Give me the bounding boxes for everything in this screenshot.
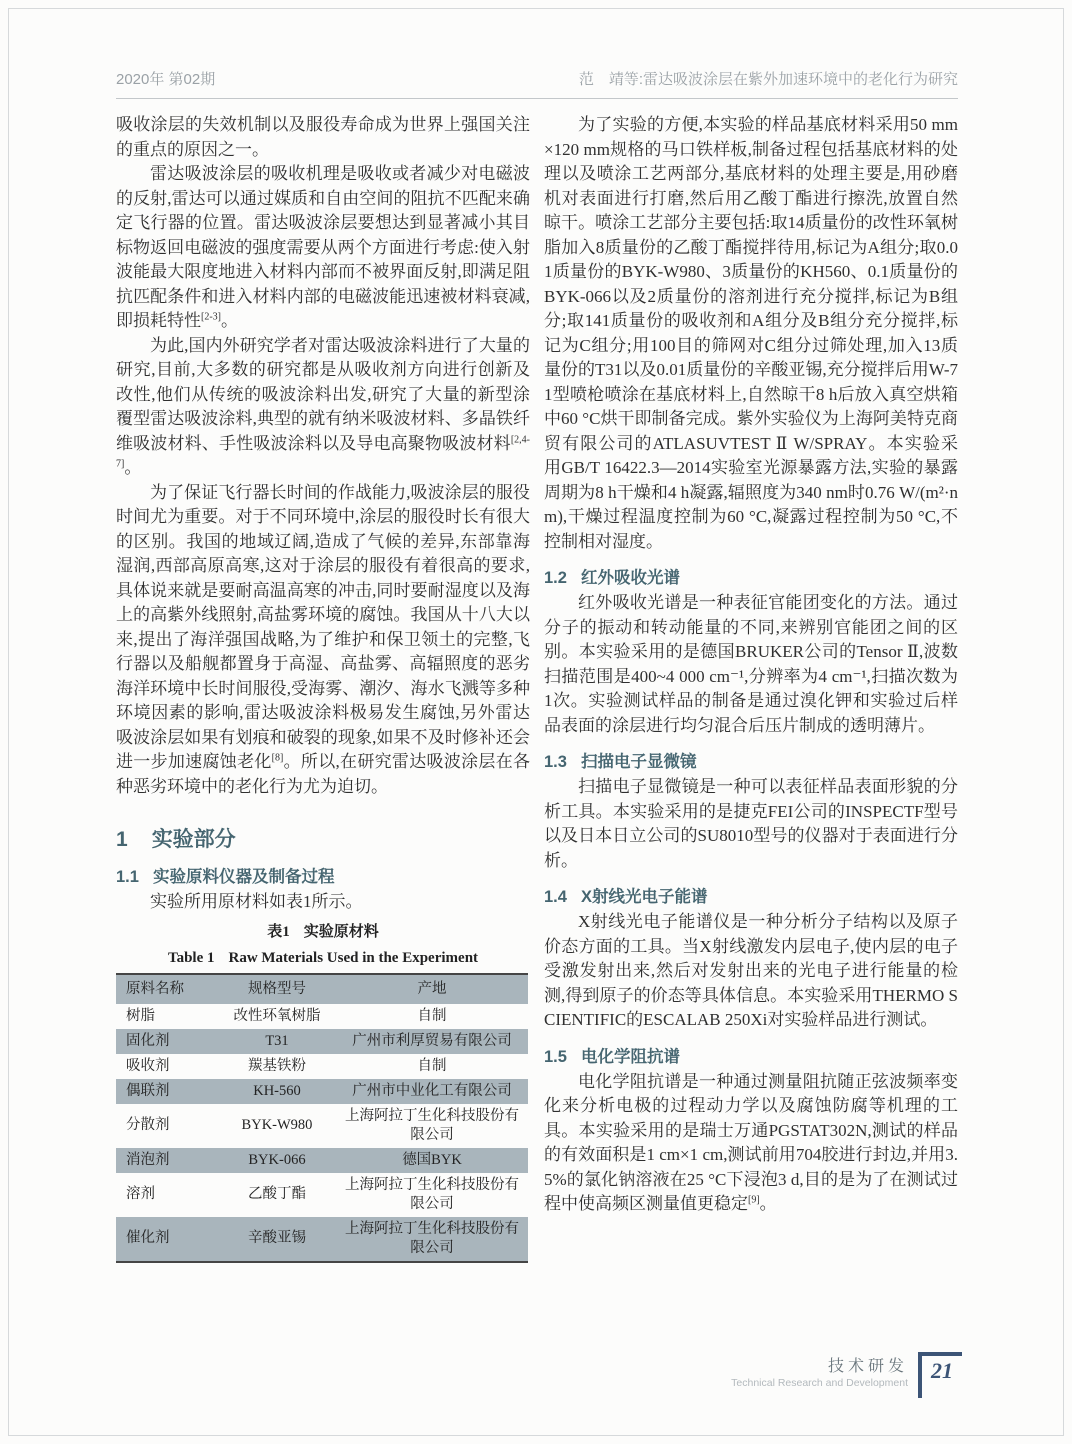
running-title: 范 靖等:雷达吸波涂层在紫外加速环境中的老化行为研究 bbox=[578, 71, 958, 88]
column-header-spec: 规格型号 bbox=[248, 980, 306, 997]
section-heading-1-1 bbox=[116, 863, 530, 887]
section-number: 1.1 bbox=[116, 868, 139, 886]
table-body bbox=[116, 1004, 528, 1262]
cell-spec: T31 bbox=[265, 1032, 289, 1049]
cell-material: 溶剂 bbox=[126, 1186, 155, 1202]
section-number: 1.3 bbox=[544, 753, 567, 771]
journal-issue: 2020年 第02期 bbox=[116, 71, 216, 88]
cell-spec: 改性环氧树脂 bbox=[233, 1007, 321, 1024]
citation-2-3: [2-3] bbox=[201, 311, 221, 323]
cell-material: 固化剂 bbox=[126, 1032, 170, 1049]
intro-paragraph-3 bbox=[116, 334, 530, 481]
cell-spec: 羰基铁粉 bbox=[248, 1057, 306, 1074]
section-number: 1.5 bbox=[544, 1047, 567, 1066]
ftir-paragraph: 红外吸收光谱是一种表征官能团变化的方法。通过分子的振动和转动能量的不同,来辨别官能团之间的区别。本实验采用的是德国BRUKER公司的Tensor Ⅱ,波数扫描范围是400~4 000 cm⁻¹,分辨率为4 cm⁻¹,扫描次数为1次。实验测试样品的制备是通过溴化钾和实验过后样品表面的涂层进行均匀混合后压片制成的透明薄片。 bbox=[544, 593, 958, 735]
table-title-zh: 实验原材料 bbox=[303, 923, 379, 940]
section-title: 扫描电子显微镜 bbox=[580, 753, 697, 771]
citation-8: [8] bbox=[271, 752, 284, 764]
page-number: 21 bbox=[931, 1358, 953, 1383]
paragraph-text: 电化学阻抗谱是一种通过测量阻抗随正弦波频率变化来分析电极的过程动力学以及腐蚀防腐等机理的工具。本实验采用的是瑞士万通PGSTAT302N,测试的样品的有效面积是1 cm×1 cm,测试前用704胶进行封边,并用3.5%的氯化钠溶液在25 °C下浸泡3 d,目的是为了在测试过程中使高频区测量值更稳定 bbox=[544, 1071, 958, 1213]
column-header-material: 原料名称 bbox=[126, 980, 184, 997]
footer-section-name bbox=[731, 1352, 908, 1390]
cell-origin: 德国BYK bbox=[402, 1151, 462, 1168]
cell-origin: 上海阿拉丁生化科技股份有限公司 bbox=[345, 1176, 519, 1212]
cell-material: 消泡剂 bbox=[126, 1151, 170, 1168]
paragraph-text: 为了保证飞行器长时间的作战能力,吸波涂层的服役时间尤为重要。对于不同环境中,涂层的服役时长有很大的区别。我国的地域辽阔,造成了气候的差异,东部靠海湿润,西部高原高寒,这对于涂层的服役有着很高的要求,具体说来就是要耐高温高寒的冲击,同时要耐湿度以及海上的高紫外线照射,高盐雾环境的腐蚀。我国从十八大以来,提出了海洋强国战略,为了维护和保卫领土的完整,飞行器以及船舰都置身于高湿、高盐雾、高辐照度的恶劣海洋环境中长时间服役,受海雾、潮汐、海水飞溅等多种环境因素的影响,雷达吸波涂料极易发生腐蚀,另外雷达吸波涂层如果有划痕和破裂的现象,如果不及时修补还会进一步加速腐蚀老化 bbox=[116, 482, 530, 771]
sem-paragraph: 扫描电子显微镜是一种可以表征样品表面形貌的分析工具。本实验采用的是捷克FEI公司的INSPECTF型号以及日本日立公司的SU8010型号的仪器对于表面进行分析。 bbox=[544, 777, 958, 870]
table-header-row bbox=[116, 974, 528, 1004]
paragraph-text: 雷达吸波涂层的吸收机理是吸收或者减少对电磁波的反射,雷达可以通过媒质和自由空间的阻抗不匹配来确定飞行器的位置。雷达吸波涂层要想达到显著减小其目标物返回电磁波的强度需要从两个方面进行考虑:使入射波能最大限度地进入材料内部而不被界面反射,即满足阻抗匹配条件和进入材料内部的电磁波能迅速被材料衰减,即损耗特性 bbox=[116, 164, 530, 330]
section-heading-1-2 bbox=[544, 564, 958, 588]
table-label-zh: 表1 bbox=[267, 923, 290, 940]
right-column bbox=[544, 113, 958, 1263]
table-title-en: Raw Materials Used in the Experiment bbox=[228, 949, 479, 966]
eis-paragraph bbox=[544, 1070, 958, 1217]
cell-origin: 自制 bbox=[417, 1007, 447, 1024]
table-row bbox=[116, 1217, 528, 1262]
table-lead-sentence: 实验所用原材料如表1所示。 bbox=[150, 892, 363, 911]
section-title: 红外吸收光谱 bbox=[580, 569, 680, 587]
section-number: 1.2 bbox=[544, 569, 567, 587]
raw-materials-table bbox=[116, 973, 528, 1263]
cell-material: 树脂 bbox=[126, 1007, 155, 1024]
paragraph-text: 。所以,在研究雷达吸波涂层在各种恶劣环境中的老化行为尤为迫切。 bbox=[116, 752, 531, 796]
cell-material: 催化剂 bbox=[126, 1230, 170, 1246]
table-row bbox=[116, 1079, 528, 1104]
cell-spec: BYK-W980 bbox=[241, 1117, 313, 1133]
table-row bbox=[116, 1173, 528, 1217]
cell-origin: 广州市利厚贸易有限公司 bbox=[352, 1032, 512, 1049]
table-row bbox=[116, 1054, 528, 1079]
table-row bbox=[116, 1148, 528, 1173]
column-header-origin: 产地 bbox=[417, 980, 447, 997]
citation-9: [9] bbox=[748, 1194, 760, 1206]
paragraph-text: 。 bbox=[124, 458, 142, 477]
section-title: 实验部分 bbox=[151, 828, 236, 851]
section-title: X射线光电子能谱 bbox=[580, 888, 708, 906]
left-column bbox=[116, 113, 530, 1263]
intro-paragraph-2 bbox=[116, 162, 530, 334]
cell-material: 吸收剂 bbox=[126, 1057, 170, 1074]
intro-paragraph-4 bbox=[116, 481, 530, 800]
footer-label-en: Technical Research and Development bbox=[731, 1377, 908, 1389]
cell-material: 偶联剂 bbox=[126, 1082, 170, 1099]
section-heading-1 bbox=[116, 823, 530, 853]
two-column-layout bbox=[116, 113, 958, 1263]
footer-label-zh: 技术研发 bbox=[827, 1358, 908, 1375]
intro-paragraph-1: 吸收涂层的失效机制以及服役寿命成为世界上强国关注的重点的原因之一。 bbox=[116, 115, 530, 159]
table-label-en: Table 1 bbox=[167, 949, 215, 966]
table-row bbox=[116, 1004, 528, 1029]
section-heading-1-4 bbox=[544, 883, 958, 907]
section-number: 1 bbox=[116, 828, 128, 851]
cell-spec: 辛酸亚锡 bbox=[248, 1230, 306, 1246]
citation-2-4-7: [2,4-7] bbox=[116, 433, 530, 470]
table-caption-zh bbox=[116, 921, 530, 943]
cell-material: 分散剂 bbox=[126, 1117, 170, 1133]
table-row bbox=[116, 1029, 528, 1054]
table-caption-en bbox=[116, 947, 530, 969]
section-heading-1-3 bbox=[544, 748, 958, 772]
page-number-badge bbox=[918, 1352, 962, 1398]
preparation-paragraph: 为了实验的方便,本实验的样品基底材料采用50 mm×120 mm规格的马口铁样板,制备过程包括基底材料的处理以及喷涂工艺两部分,基底材料的处理主要是,用砂磨机对表面进行打磨,然后用乙酸丁酯进行擦洗,放置自然晾干。喷涂工艺部分主要包括:取14质量份的改性环氧树脂加入8质量份的乙酸丁酯搅拌待用,标记为A组分;取0.01质量份的BYK-W980、3质量份的KH560、0.1质量份的BYK-066以及2质量份的溶剂进行充分搅拌,标记为B组分;取141质量份的吸收剂和A组分及B组分充分搅拌,标记为C组分;用100目的筛网对C组分过筛处理,加入13质量份的T31以及0.01质量份的辛酸亚锡,充分搅拌后用W-71型喷枪喷涂在基底材料上,自然晾干8 h后放入真空烘箱中60 °C烘干即制备完成。紫外实验仪为上海阿美特克商贸有限公司的ATLASUVTEST Ⅱ W/SPRAY。本实验采用GB/T 16422.3—2014实验室光源暴露方法,实验的暴露周期为8 h干燥和4 h凝露,辐照度为340 nm时0.76 W/(m²·nm),干燥过程温度控制为60 °C,凝露过程控制为50 °C,不控制相对湿度。 bbox=[544, 115, 958, 551]
page-footer bbox=[731, 1352, 962, 1398]
cell-origin: 广州市中业化工有限公司 bbox=[352, 1082, 512, 1099]
cell-origin: 上海阿拉丁生化科技股份有限公司 bbox=[345, 1107, 519, 1143]
section-heading-1-5 bbox=[544, 1043, 958, 1067]
section-title: 实验原料仪器及制备过程 bbox=[152, 868, 335, 886]
cell-spec: 乙酸丁酯 bbox=[248, 1186, 306, 1202]
paragraph-text: 为此,国内外研究学者对雷达吸波涂料进行了大量的研究,目前,大多数的研究都是从吸收剂方向进行创新及改性,他们从传统的吸波涂料出发,研究了大量的新型涂覆型雷达吸波涂料,典型的就有纳米吸波材料、多晶铁纤维吸波材料、手性吸波涂料以及导电高聚物吸波材料 bbox=[116, 335, 530, 453]
page-content bbox=[116, 68, 958, 1263]
table-row bbox=[116, 1104, 528, 1148]
paragraph-text: 。 bbox=[221, 311, 238, 330]
running-header bbox=[116, 68, 958, 99]
section-title: 电化学阻抗谱 bbox=[580, 1047, 680, 1066]
xps-paragraph: X射线光电子能谱仪是一种分析分子结构以及原子价态方面的工具。当X射线激发内层电子,使内层的电子受激发射出来,然后对发射出来的光电子进行能量的检测,得到原子的价态等具体信息。本实验采用THERMO SCIENTIFIC的ESCALAB 250Xi对实验样品进行测试。 bbox=[544, 912, 958, 1029]
table-header bbox=[116, 974, 528, 1004]
cell-origin: 上海阿拉丁生化科技股份有限公司 bbox=[345, 1220, 519, 1256]
paragraph-text: 。 bbox=[759, 1194, 777, 1213]
cell-spec: BYK-066 bbox=[248, 1151, 306, 1168]
cell-origin: 自制 bbox=[417, 1057, 447, 1074]
cell-spec: KH-560 bbox=[253, 1082, 301, 1099]
section-number: 1.4 bbox=[544, 888, 567, 906]
